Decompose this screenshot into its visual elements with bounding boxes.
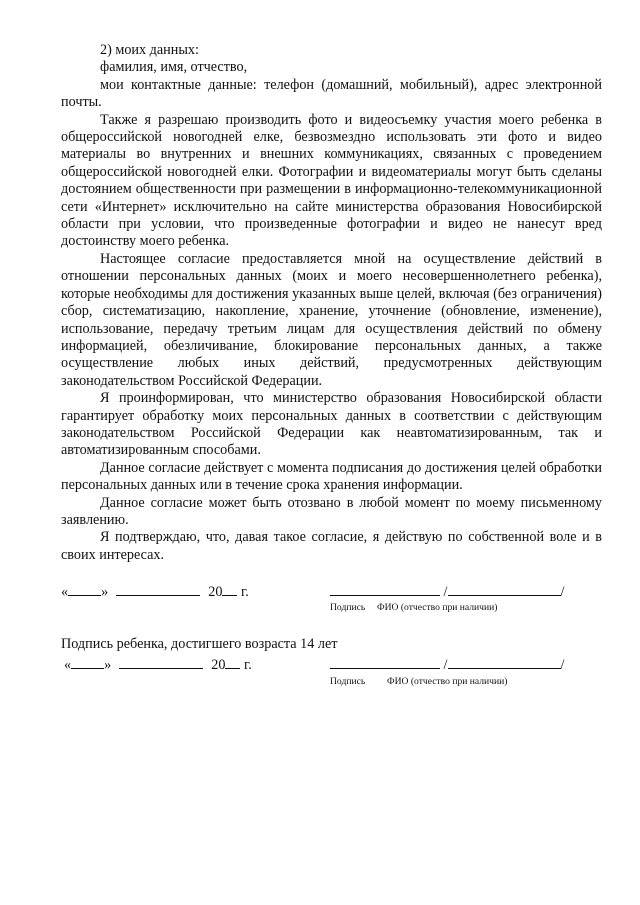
- day-blank[interactable]: [71, 656, 104, 669]
- month-blank[interactable]: [116, 583, 200, 596]
- list-item-my-data: 2) моих данных:: [100, 42, 199, 58]
- signature-blank[interactable]: [330, 656, 440, 669]
- slash: /: [560, 584, 565, 600]
- month-blank[interactable]: [119, 656, 203, 669]
- day-blank[interactable]: [68, 583, 101, 596]
- year-suffix: г.: [240, 657, 252, 673]
- year-prefix: 20: [211, 657, 226, 673]
- paragraph-photo-permission: Также я разрешаю производить фото и видеосъемку участия моего ребенка в общероссийской новогодней елке, безвозмездно использовать эти фото и видео материалы во внутренних и внешних коммуникациях, связанных с проведением общероссийской новогодней елки. Фотографии и видеоматериалы могут быть сделаны достоянием общественности при размещении в информационно-телекоммуникационной сети «Интернет» исключительно на сайте министерства образования Новосибирской области при условии, что произведенные фотографии и видео не нанесут вред достоинству моего ребенка.: [61, 111, 602, 250]
- date-open-quote: «: [61, 584, 69, 600]
- paragraph-processing-scope: Настоящее согласие предоставляется мной на осуществление действий в отношении персональных данных (моих и моего несовершеннолетнего ребенка), которые необходимы для достижения указанных выше целей, включая (без ограничения) сбор, систематизацию, накопление, хранение, уточнение (обновление, изменение), использование, передачу третьим лицам для осуществления действий по обмену информацией, обезличивание, блокирование персональных данных, а также осуществление любых иных действий, предусмотренных действующим законодательством Российской Федерации.: [61, 250, 602, 389]
- date-field-child: [64, 656, 252, 674]
- child-signature-heading: Подпись ребенка, достигшего возраста 14 лет: [61, 636, 338, 652]
- date-close-quote: »: [101, 584, 109, 600]
- caption-signature: Подпись: [330, 602, 366, 613]
- signature-blank[interactable]: [330, 583, 440, 596]
- slash: /: [560, 657, 565, 673]
- slash: /: [443, 657, 448, 673]
- paragraph-validity: Данное согласие действует с момента подписания до достижения целей обработки персональных данных или в течение срока хранения информации.: [61, 459, 602, 494]
- consent-body: [61, 42, 602, 564]
- fio-blank[interactable]: [448, 583, 561, 596]
- date-field-parent: [61, 583, 249, 601]
- year-prefix: 20: [208, 584, 223, 600]
- slash: /: [443, 584, 448, 600]
- signature-field-parent: [330, 583, 564, 601]
- paragraph-informed: Я проинформирован, что министерство образования Новосибирской области гарантирует обработку моих персональных данных в соответствии с действующим законодательством Российской Федерации как неавтоматизированным, так и автоматизированным способами.: [61, 390, 602, 459]
- paragraph-revocation: Данное согласие может быть отозвано в любой момент по моему письменному заявлению.: [61, 494, 602, 528]
- date-open-quote: «: [64, 657, 72, 673]
- list-item-fullname: фамилия, имя, отчество,: [100, 59, 248, 76]
- paragraph-confirmation: Я подтверждаю, что, давая такое согласие, я действую по собственной воле и в своих интересах.: [61, 529, 602, 563]
- signature-field-child: [330, 656, 564, 674]
- year-blank[interactable]: [225, 656, 240, 669]
- caption-fio: ФИО (отчество при наличии): [387, 676, 508, 687]
- date-close-quote: »: [104, 657, 112, 673]
- year-suffix: г.: [237, 584, 249, 600]
- list-item-contacts: мои контактные данные: телефон (домашний, мобильный), адрес электронной почты.: [61, 76, 602, 111]
- caption-signature: Подпись: [330, 676, 366, 687]
- fio-blank[interactable]: [448, 656, 561, 669]
- year-blank[interactable]: [222, 583, 237, 596]
- caption-fio: ФИО (отчество при наличии): [377, 602, 498, 613]
